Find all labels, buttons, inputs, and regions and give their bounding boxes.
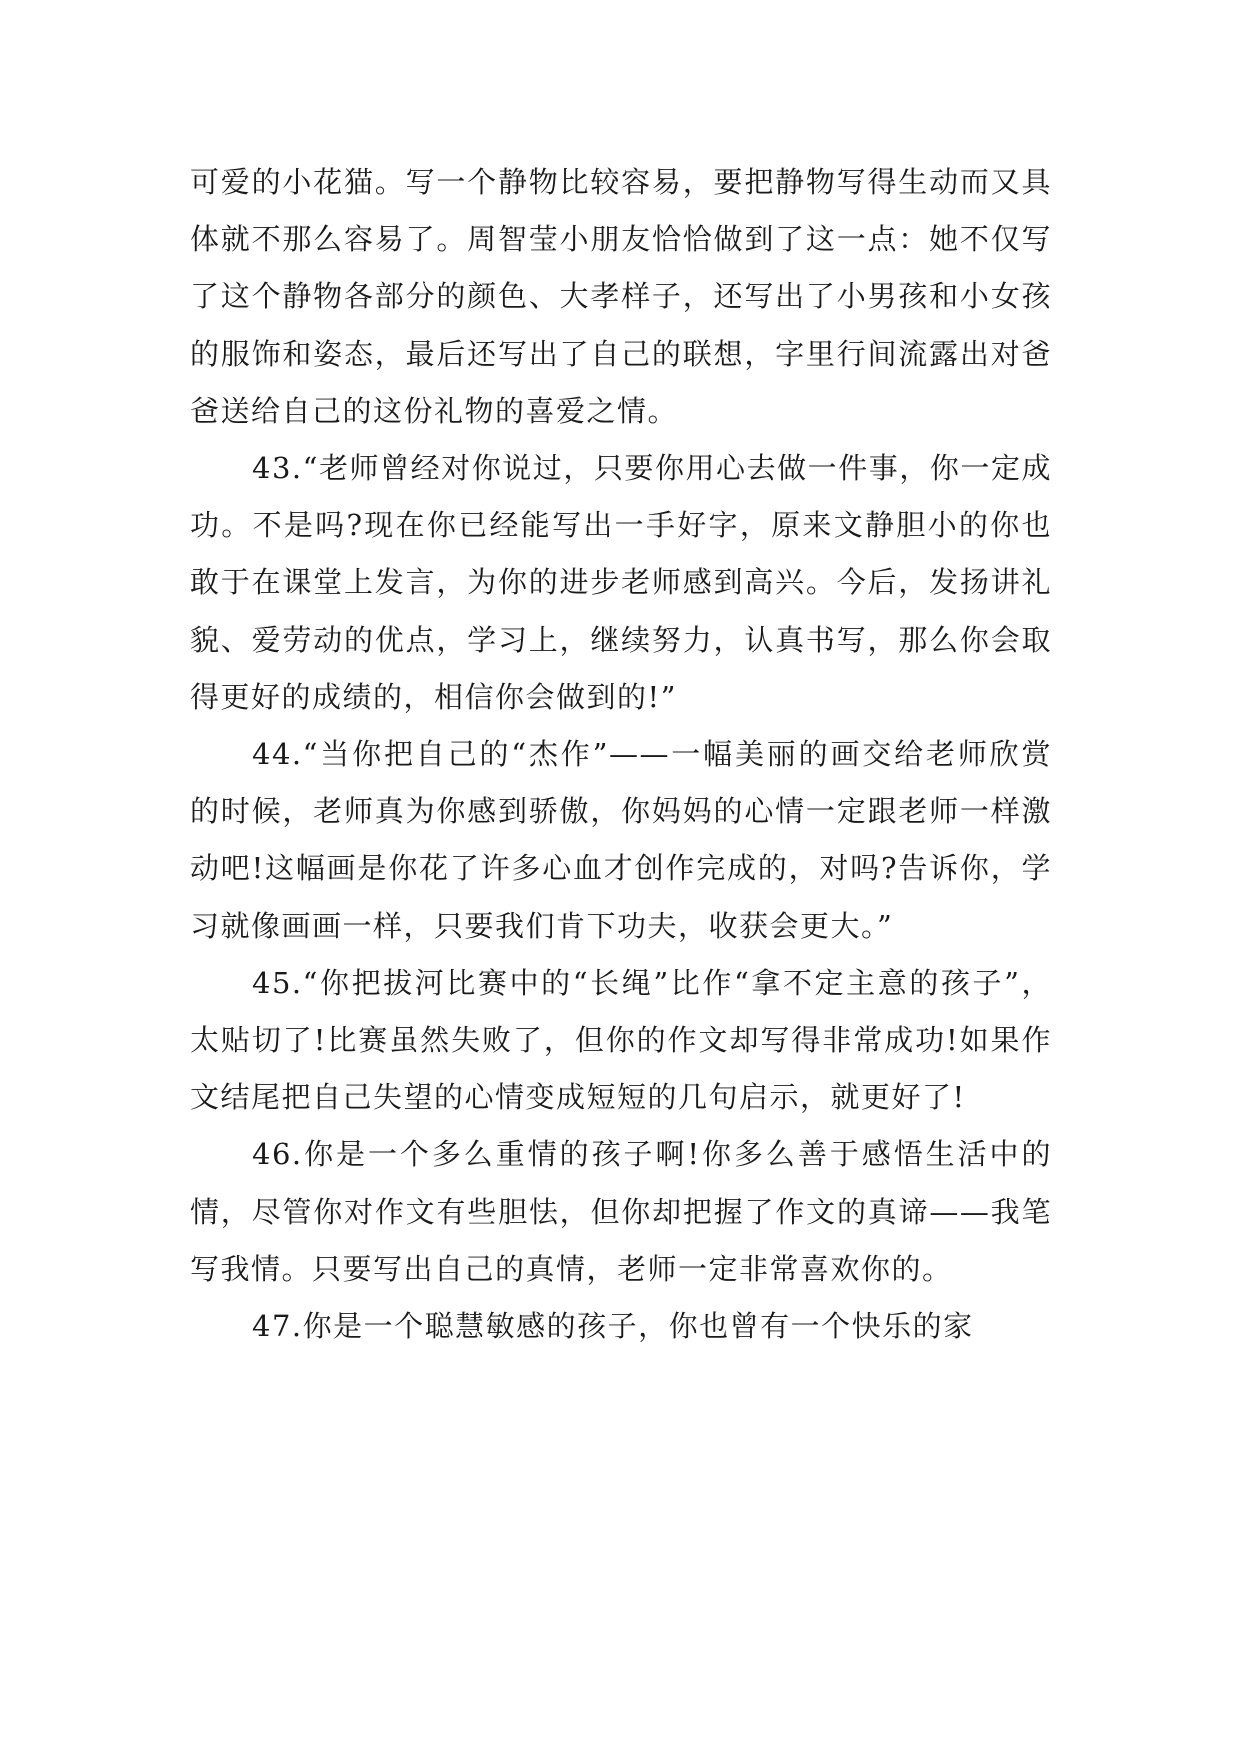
paragraph-43: 43.“老师曾经对你说过，只要你用心去做一件事，你一定成功。不是吗?现在你已经能写出一手好字，原来文静胆小的你也敢于在课堂上发言，为你的进步老师感到高兴。今后，发扬讲礼貌、爱劳动的优点，学习上，继续努力，认真书写，那么你会取得更好的成绩的，相信你会做到的!”: [190, 451, 1052, 714]
paragraph-44: 44.“当你把自己的“杰作”——一幅美丽的画交给老师欣赏的时候，老师真为你感到骄傲，你妈妈的心情一定跟老师一样激动吧!这幅画是你花了许多心血才创作完成的，对吗?告诉你，学习就像画画一样，只要我们肯下功夫，收获会更大。”: [190, 737, 1052, 943]
paragraph-46: 46.你是一个多么重情的孩子啊!你多么善于感悟生活中的情，尽管你对作文有些胆怯，但你却把握了作文的真谛——我笔写我情。只要写出自己的真情，老师一定非常喜欢你的。: [190, 1137, 1052, 1286]
paragraph-47: 47.你是一个聪慧敏感的孩子，你也曾有一个快乐的家: [252, 1309, 974, 1344]
paragraph-continuation: 可爱的小花猫。写一个静物比较容易，要把静物写得生动而又具体就不那么容易了。周智莹小朋友恰恰做到了这一点：她不仅写了这个静物各部分的颜色、大孝样子，还写出了小男孩和小女孩的服饰和姿态，最后还写出了自己的联想，字里行间流露出对爸爸送给自己的这份礼物的喜爱之情。: [190, 165, 1052, 428]
paragraph-45: 45.“你把拔河比赛中的“长绳”比作“拿不定主意的孩子”，太贴切了!比赛虽然失败了，但你的作文却写得非常成功!如果作文结尾把自己失望的心情变成短短的几句启示，就更好了!: [190, 965, 1052, 1115]
document-body: [190, 154, 1052, 1355]
